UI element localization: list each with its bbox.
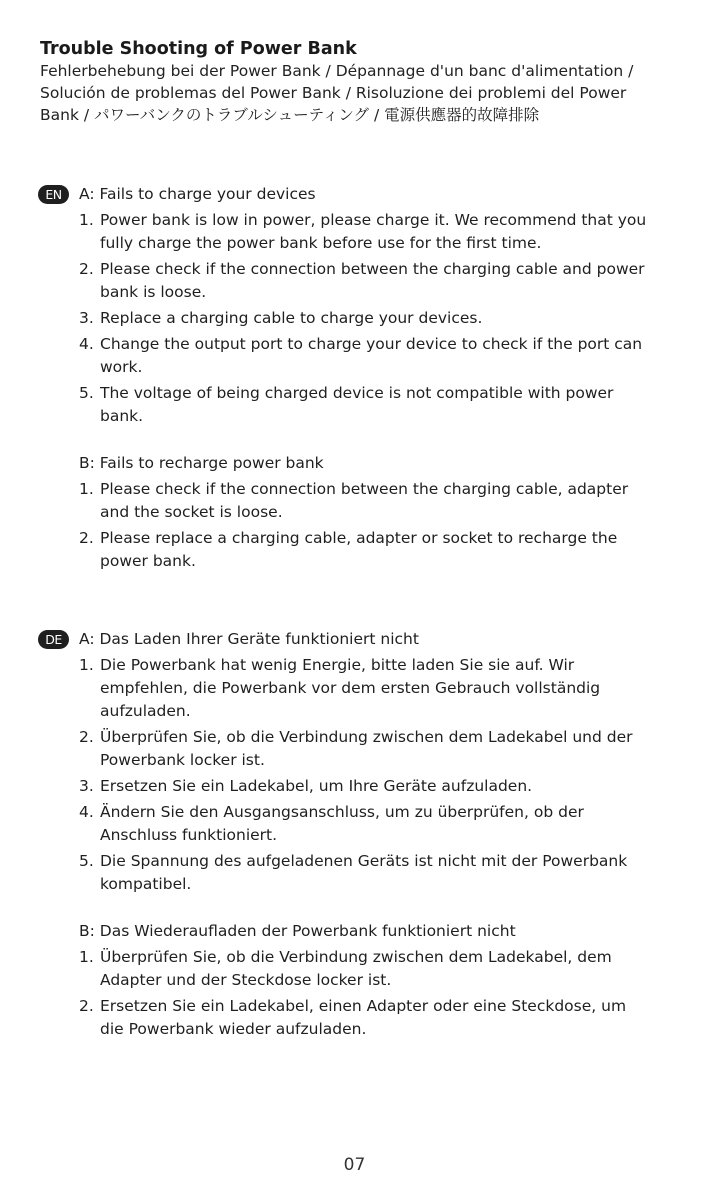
item-text: and the socket is loose. — [100, 503, 283, 521]
item-text: kompatibel. — [100, 875, 192, 893]
item-text: die Powerbank wieder aufzuladen. — [100, 1020, 367, 1038]
item-number: 2. — [79, 997, 94, 1015]
subtitle-line: Solución de problemas del Power Bank / Risoluzione dei problemi del Power — [40, 84, 627, 102]
en-heading-b: B: Fails to recharge power bank — [79, 454, 324, 472]
list-item — [79, 307, 688, 330]
list-item — [79, 382, 688, 428]
item-number: 5. — [79, 852, 94, 870]
item-number: 1. — [79, 211, 94, 229]
item-number: 2. — [79, 728, 94, 746]
item-text: bank. — [100, 407, 144, 425]
language-badge-de: DE — [38, 630, 69, 649]
item-text: Replace a charging cable to charge your devices. — [100, 309, 483, 327]
item-text: Please check if the connection between the charging cable and power — [100, 260, 645, 278]
item-number: 5. — [79, 384, 94, 402]
list-item — [79, 654, 688, 723]
item-number: 3. — [79, 309, 94, 327]
item-text: Ersetzen Sie ein Ladekabel, um Ihre Geräte aufzuladen. — [100, 777, 533, 795]
list-item — [79, 478, 688, 524]
list-item — [79, 258, 688, 304]
item-text: Powerbank locker ist. — [100, 751, 265, 769]
en-heading-a: A: Fails to charge your devices — [79, 185, 316, 203]
section-de — [38, 628, 688, 1044]
item-number: 1. — [79, 656, 94, 674]
page-title: Trouble Shooting of Power Bank — [40, 39, 357, 59]
item-text: Überprüfen Sie, ob die Verbindung zwischen dem Ladekabel und der — [100, 728, 633, 746]
item-text: work. — [100, 358, 143, 376]
item-text: Die Powerbank hat wenig Energie, bitte laden Sie sie auf. Wir — [100, 656, 575, 674]
list-item — [79, 850, 688, 896]
item-text: fully charge the power bank before use for the first time. — [100, 234, 542, 252]
item-text: empfehlen, die Powerbank vor dem ersten Gebrauch vollständig — [100, 679, 601, 697]
list-item — [79, 527, 688, 573]
item-number: 1. — [79, 948, 94, 966]
de-list-b — [79, 946, 688, 1041]
item-text: Adapter und der Steckdose locker ist. — [100, 971, 392, 989]
item-text: Ersetzen Sie ein Ladekabel, einen Adapter oder eine Steckdose, um — [100, 997, 627, 1015]
de-heading-b: B: Das Wiederaufladen der Powerbank funktioniert nicht — [79, 922, 516, 940]
item-text: Überprüfen Sie, ob die Verbindung zwischen dem Ladekabel, dem — [100, 948, 612, 966]
item-number: 3. — [79, 777, 94, 795]
item-text: Ändern Sie den Ausgangsanschluss, um zu überprüfen, ob der — [100, 803, 584, 821]
en-block-a — [79, 183, 688, 428]
item-text: Change the output port to charge your device to check if the port can — [100, 335, 643, 353]
en-list-b — [79, 478, 688, 573]
item-text: Power bank is low in power, please charge it. We recommend that you — [100, 211, 647, 229]
item-text: aufzuladen. — [100, 702, 191, 720]
item-number: 2. — [79, 260, 94, 278]
list-item — [79, 775, 688, 798]
item-text: Die Spannung des aufgeladenen Geräts ist nicht mit der Powerbank — [100, 852, 628, 870]
section-en — [38, 183, 688, 576]
item-text: Please check if the connection between the charging cable, adapter — [100, 480, 629, 498]
item-text: Anschluss funktioniert. — [100, 826, 278, 844]
list-item — [79, 333, 688, 379]
list-item — [79, 726, 688, 772]
item-number: 1. — [79, 480, 94, 498]
list-item — [79, 209, 688, 255]
de-block-b — [79, 920, 688, 1041]
item-text: The voltage of being charged device is not compatible with power — [100, 384, 614, 402]
item-text: power bank. — [100, 552, 196, 570]
item-number: 2. — [79, 529, 94, 547]
subtitle-line: Fehlerbehebung bei der Power Bank / Dépannage d'un banc d'alimentation / — [40, 62, 634, 80]
en-block-b — [79, 452, 688, 573]
de-list-a — [79, 654, 688, 896]
page-number: 07 — [343, 1155, 366, 1175]
item-number: 4. — [79, 803, 94, 821]
item-number: 4. — [79, 335, 94, 353]
subtitle-line: Bank / パワーバンクのトラブルシューティング / 電源供應器的故障排除 — [40, 106, 540, 124]
list-item — [79, 946, 688, 992]
language-badge-en: EN — [38, 185, 69, 204]
item-text: bank is loose. — [100, 283, 207, 301]
de-heading-a: A: Das Laden Ihrer Geräte funktioniert nicht — [79, 630, 419, 648]
en-list-a — [79, 209, 688, 428]
list-item — [79, 801, 688, 847]
page-header — [40, 38, 680, 126]
list-item — [79, 995, 688, 1041]
item-text: Please replace a charging cable, adapter or socket to recharge the — [100, 529, 618, 547]
de-block-a — [79, 628, 688, 896]
